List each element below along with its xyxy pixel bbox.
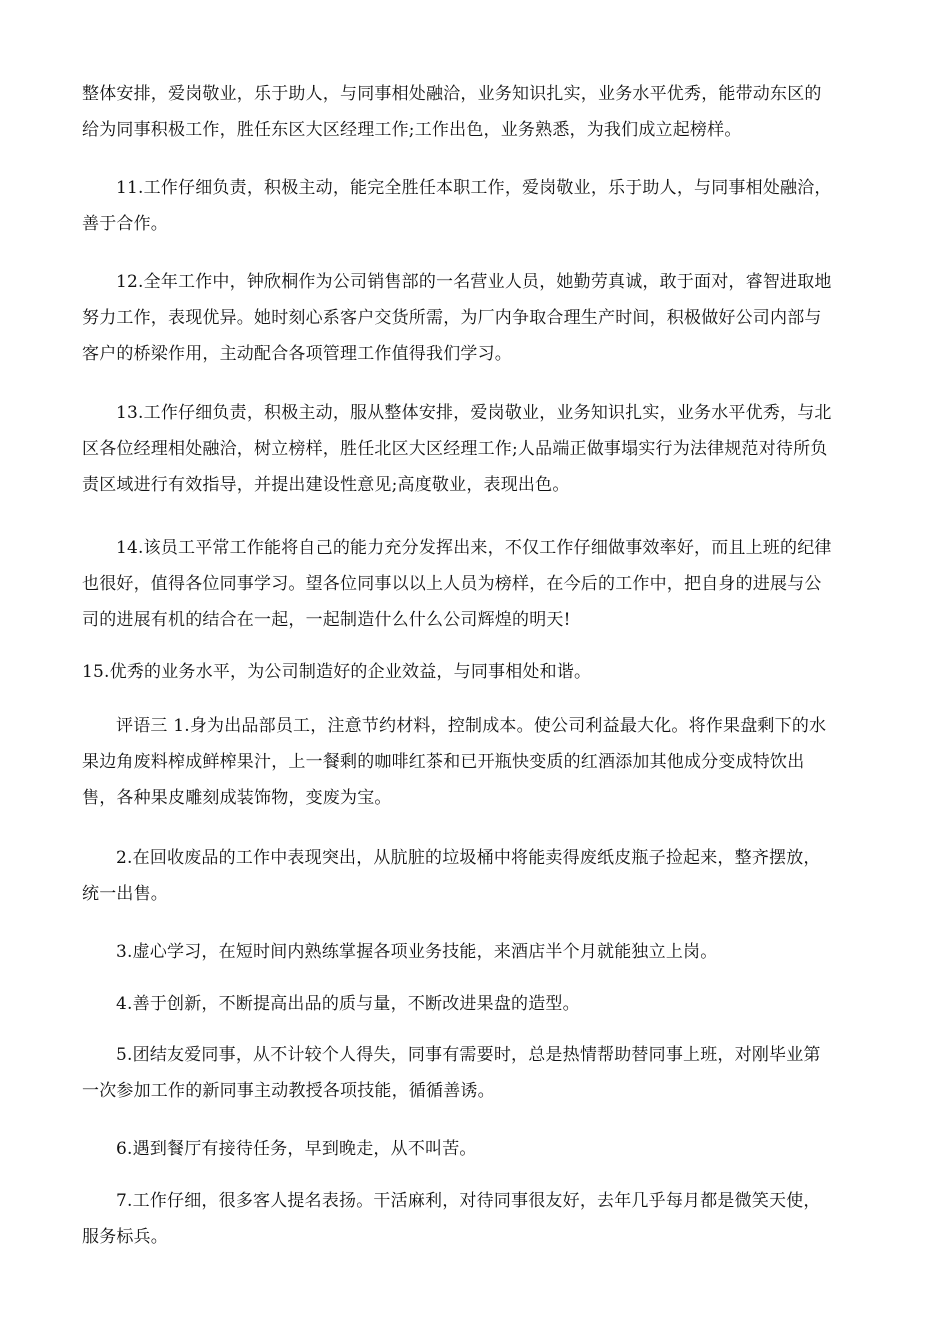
paragraph xyxy=(82,934,872,970)
paragraph xyxy=(82,986,872,1022)
paragraph xyxy=(82,708,872,816)
paragraph xyxy=(82,1037,872,1109)
text-line: 也很好，值得各位同事学习。望各位同事以以上人员为榜样，在今后的工作中，把自身的进展与公 xyxy=(82,574,822,594)
text-line: 统一出售。 xyxy=(82,884,168,904)
text-line: 评语三 1.身为出品部员工，注意节约材料，控制成本。使公司利益最大化。将作果盘剩下的水 xyxy=(116,716,827,736)
text-line: 6.遇到餐厅有接待任务，早到晚走，从不叫苦。 xyxy=(116,1139,477,1159)
text-line: 15.优秀的业务水平，为公司制造好的企业效益，与同事相处和谐。 xyxy=(82,662,592,682)
text-line: 7.工作仔细，很多客人提名表扬。干活麻利，对待同事很友好，去年几乎每月都是微笑天使， xyxy=(116,1191,821,1211)
paragraph xyxy=(82,170,872,242)
text-line: 4.善于创新，不断提高出品的质与量，不断改进果盘的造型。 xyxy=(116,994,580,1014)
text-line: 司的进展有机的结合在一起，一起制造什么什么公司辉煌的明天! xyxy=(82,610,571,630)
text-line: 客户的桥梁作用，主动配合各项管理工作值得我们学习。 xyxy=(82,344,512,364)
paragraph xyxy=(82,264,872,372)
paragraph xyxy=(82,1131,872,1167)
text-line: 给为同事积极工作，胜任东区大区经理工作;工作出色，业务熟悉，为我们成立起榜样。 xyxy=(82,120,742,140)
paragraph xyxy=(82,654,872,690)
text-line: 区各位经理相处融洽，树立榜样，胜任北区大区经理工作;人品端正做事塌实行为法律规范对待所负 xyxy=(82,439,828,459)
text-line: 服务标兵。 xyxy=(82,1227,168,1247)
paragraph xyxy=(82,530,872,638)
text-line: 3.虚心学习，在短时间内熟练掌握各项业务技能，来酒店半个月就能独立上岗。 xyxy=(116,942,718,962)
paragraph xyxy=(82,1183,872,1255)
paragraph xyxy=(82,395,872,503)
text-line: 12.全年工作中，钟欣桐作为公司销售部的一名营业人员，她勤劳真诚，敢于面对，睿智进取地 xyxy=(116,272,832,292)
text-line: 2.在回收废品的工作中表现突出，从肮脏的垃圾桶中将能卖得废纸皮瓶子捡起来，整齐摆放， xyxy=(116,848,821,868)
text-line: 责区域进行有效指导，并提出建设性意见;高度敬业，表现出色。 xyxy=(82,475,570,495)
paragraph xyxy=(82,76,872,148)
text-line: 13.工作仔细负责，积极主动，服从整体安排，爱岗敬业，业务知识扎实，业务水平优秀，与北 xyxy=(116,403,832,423)
text-line: 售，各种果皮雕刻成装饰物，变废为宝。 xyxy=(82,788,392,808)
text-line: 14.该员工平常工作能将自己的能力充分发挥出来，不仅工作仔细做事效率好，而且上班的纪律 xyxy=(116,538,832,558)
text-line: 5.团结友爱同事，从不计较个人得失，同事有需要时，总是热情帮助替同事上班，对刚毕业第 xyxy=(116,1045,821,1065)
text-line: 善于合作。 xyxy=(82,214,168,234)
text-line: 整体安排，爱岗敬业，乐于助人，与同事相处融洽，业务知识扎实，业务水平优秀，能带动东区的 xyxy=(82,84,822,104)
text-line: 果边角废料榨成鲜榨果汁，上一餐剩的咖啡红茶和已开瓶快变质的红酒添加其他成分变成特饮出 xyxy=(82,752,805,772)
text-line: 11.工作仔细负责，积极主动，能完全胜任本职工作，爱岗敬业，乐于助人，与同事相处融洽， xyxy=(116,178,832,198)
text-line: 努力工作，表现优异。她时刻心系客户交货所需，为厂内争取合理生产时间，积极做好公司内部与 xyxy=(82,308,822,328)
text-line: 一次参加工作的新同事主动教授各项技能，循循善诱。 xyxy=(82,1081,495,1101)
paragraph xyxy=(82,840,872,912)
